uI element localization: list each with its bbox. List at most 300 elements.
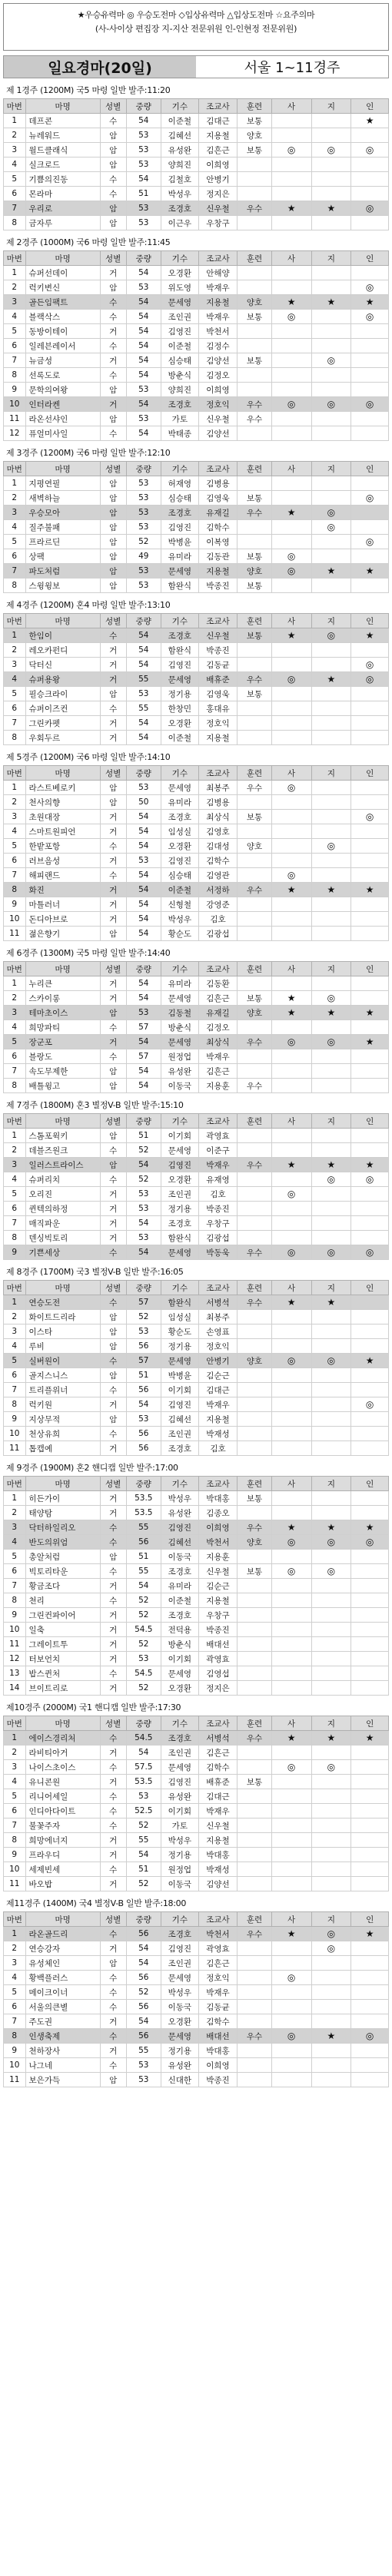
horse-name-cell: 실버원이 <box>25 1354 100 1368</box>
table-cell: 이기회 <box>161 1129 199 1143</box>
table-cell: 우창구 <box>198 1608 238 1623</box>
table-cell <box>238 1397 271 1412</box>
table-cell: 이준구 <box>198 1143 238 1158</box>
prediction-cell <box>351 927 389 941</box>
column-header: 마명 <box>25 1114 100 1129</box>
prediction-cell: ◎ <box>351 280 389 295</box>
table-cell: 53 <box>126 579 161 593</box>
table-cell <box>238 1833 271 1848</box>
prediction-cell <box>351 1804 389 1818</box>
table-cell: 암 <box>100 506 126 520</box>
prediction-cell: ◎ <box>351 658 389 672</box>
prediction-cell <box>271 658 311 672</box>
column-header: 마명 <box>25 1912 100 1927</box>
prediction-cell <box>351 1848 389 1862</box>
table-cell: 김흔근 <box>198 1064 238 1079</box>
horse-name-cell: 희망에너지 <box>25 1833 100 1848</box>
table-row <box>4 535 389 549</box>
table-cell: 오경환 <box>161 1681 199 1696</box>
column-header: 중량 <box>126 1477 161 1491</box>
table-cell <box>238 1789 271 1804</box>
header-row <box>4 1716 389 1731</box>
table-cell: 박병윤 <box>161 535 199 549</box>
prediction-cell <box>351 1652 389 1666</box>
table-cell: 수 <box>100 1295 126 1310</box>
column-header: 기수 <box>161 1912 199 1927</box>
column-header: 사 <box>271 462 311 476</box>
prediction-cell <box>271 1216 311 1231</box>
table-cell: 6 <box>4 1049 26 1064</box>
table-cell: 김영진 <box>161 1775 199 1789</box>
column-header: 조교사 <box>198 1716 238 1731</box>
prediction-cell <box>271 266 311 280</box>
horse-name-cell: 스마트원피언 <box>25 824 100 839</box>
prediction-cell: ★ <box>311 1520 351 1535</box>
table-cell: 김병용 <box>198 795 238 810</box>
prediction-cell <box>311 1818 351 1833</box>
table-cell: 거 <box>100 1941 126 1956</box>
table-row <box>4 1818 389 1833</box>
table-cell: 김학수 <box>198 854 238 868</box>
table-cell: 거 <box>100 1848 126 1862</box>
table-cell: 거 <box>100 643 126 658</box>
table-cell: 보통 <box>238 1775 271 1789</box>
horse-name-cell: 퀸텍의하정 <box>25 1202 100 1216</box>
table-cell: 53 <box>126 781 161 795</box>
horse-name-cell: 데블즈원크 <box>25 1143 100 1158</box>
table-row <box>4 1804 389 1818</box>
prediction-cell <box>271 897 311 912</box>
table-cell: 3 <box>4 658 26 672</box>
table-cell: 문세영 <box>161 295 199 310</box>
column-header: 훈련 <box>238 1281 271 1295</box>
table-row <box>4 839 389 854</box>
table-cell: 수 <box>100 1862 126 1877</box>
table-cell: 오경환 <box>161 2014 199 2029</box>
table-cell: 암 <box>100 201 126 216</box>
prediction-cell <box>311 1020 351 1035</box>
table-cell: 57 <box>126 1295 161 1310</box>
table-row <box>4 353 389 368</box>
prediction-cell <box>311 781 351 795</box>
table-row <box>4 854 389 868</box>
prediction-cell <box>351 991 389 1006</box>
table-row <box>4 1187 389 1202</box>
prediction-cell <box>311 187 351 201</box>
table-cell: 수 <box>100 1760 126 1775</box>
table-cell: 54 <box>126 339 161 353</box>
table-row <box>4 927 389 941</box>
horse-name-cell: 천상유희 <box>25 1427 100 1441</box>
table-cell: 서정하 <box>198 883 238 897</box>
prediction-cell <box>351 1564 389 1579</box>
table-cell: 양호 <box>238 1535 271 1550</box>
table-cell: 10 <box>4 912 26 927</box>
table-cell: 거 <box>100 976 126 991</box>
table-row <box>4 2073 389 2087</box>
table-cell: 위도영 <box>161 280 199 295</box>
column-header: 사 <box>271 1716 311 1731</box>
table-row <box>4 2014 389 2029</box>
table-row <box>4 1441 389 1456</box>
legend-experts: (사-사이상 편집장 지-지산 전문위원 인-인현정 전문위원) <box>95 24 297 34</box>
table-cell: 52 <box>126 1310 161 1324</box>
horse-name-cell: 한임이 <box>25 628 100 643</box>
column-header: 마번 <box>4 962 26 976</box>
horse-name-cell: 메이크이너 <box>25 1985 100 2000</box>
table-cell <box>238 897 271 912</box>
prediction-cell: ◎ <box>311 506 351 520</box>
prediction-cell <box>311 716 351 731</box>
table-cell: 보통 <box>238 991 271 1006</box>
table-cell: 1 <box>4 266 26 280</box>
table-cell: 6 <box>4 1804 26 1818</box>
table-row <box>4 1593 389 1608</box>
table-cell: 53 <box>126 157 161 172</box>
table-cell: 김광섭 <box>198 1231 238 1245</box>
prediction-cell: ◎ <box>311 1035 351 1049</box>
table-row <box>4 1506 389 1520</box>
table-cell: 보통 <box>238 549 271 564</box>
table-cell: 김혜선 <box>161 1412 199 1427</box>
table-cell <box>238 1760 271 1775</box>
table-cell: 이동국 <box>161 1079 199 1093</box>
table-cell: 김철호 <box>161 172 199 187</box>
table-cell: 거 <box>100 810 126 824</box>
prediction-cell <box>311 1652 351 1666</box>
table-cell: 2 <box>4 1746 26 1760</box>
horse-name-cell: 톱캡예 <box>25 1441 100 1456</box>
column-header: 마번 <box>4 766 26 781</box>
table-row <box>4 658 389 672</box>
prediction-cell <box>351 854 389 868</box>
horse-name-cell: 세제빈세 <box>25 1862 100 1877</box>
table-cell: 암 <box>100 535 126 549</box>
prediction-cell: ◎ <box>311 1245 351 1260</box>
column-header: 마명 <box>25 99 100 114</box>
table-cell: 황순도 <box>161 1324 199 1339</box>
table-cell: 손영표 <box>198 1324 238 1339</box>
table-cell <box>238 1862 271 1877</box>
table-cell: 김동균 <box>198 658 238 672</box>
table-cell: 수 <box>100 426 126 441</box>
table-cell: 박병윤 <box>161 1368 199 1383</box>
table-cell: 박대홍 <box>198 1848 238 1862</box>
table-row <box>4 1985 389 2000</box>
prediction-cell <box>271 795 311 810</box>
prediction-cell <box>271 187 311 201</box>
table-cell: 51 <box>126 1368 161 1383</box>
table-cell: 암 <box>100 549 126 564</box>
table-row <box>4 781 389 795</box>
prediction-cell <box>271 1550 311 1564</box>
prediction-cell: ★ <box>311 2029 351 2044</box>
header-row <box>4 962 389 976</box>
prediction-cell: ◎ <box>351 1172 389 1187</box>
column-header: 훈련 <box>238 99 271 114</box>
table-cell: 양호 <box>238 839 271 854</box>
horse-name-cell: 우회두르 <box>25 731 100 745</box>
table-cell: 심승태 <box>161 868 199 883</box>
table-cell: 거 <box>100 1637 126 1652</box>
table-cell: 정호익 <box>198 397 238 412</box>
table-cell: 문세영 <box>161 1035 199 1049</box>
table-cell: 김양선 <box>198 1877 238 1891</box>
prediction-cell: ★ <box>351 1354 389 1368</box>
header-row <box>4 766 389 781</box>
table-cell: 51 <box>126 1129 161 1143</box>
table-cell: 곽영효 <box>198 1129 238 1143</box>
table-row <box>4 1789 389 1804</box>
table-cell <box>238 1593 271 1608</box>
table-row <box>4 1216 389 1231</box>
prediction-cell <box>311 1324 351 1339</box>
prediction-cell: ★ <box>311 1731 351 1746</box>
column-header: 조교사 <box>198 1114 238 1129</box>
prediction-cell <box>311 280 351 295</box>
prediction-cell <box>311 2073 351 2087</box>
prediction-cell <box>351 1187 389 1202</box>
prediction-cell <box>351 976 389 991</box>
prediction-cell <box>271 1202 311 1216</box>
table-cell: 8 <box>4 216 26 230</box>
table-cell: 2 <box>4 491 26 506</box>
prediction-cell <box>351 520 389 535</box>
table-cell: 문세영 <box>161 781 199 795</box>
prediction-cell <box>351 839 389 854</box>
prediction-cell: ★ <box>271 991 311 1006</box>
prediction-cell <box>351 1985 389 2000</box>
table-cell: 55 <box>126 701 161 716</box>
table-cell <box>238 1383 271 1397</box>
table-cell <box>238 1652 271 1666</box>
table-cell: 양호 <box>238 295 271 310</box>
table-cell: 거 <box>100 897 126 912</box>
horse-name-cell: 덴싱빅토리 <box>25 1231 100 1245</box>
prediction-cell <box>311 549 351 564</box>
table-cell: 유성완 <box>161 2058 199 2073</box>
table-cell: 유재길 <box>198 506 238 520</box>
table-cell: 6 <box>4 549 26 564</box>
prediction-cell <box>351 1637 389 1652</box>
table-cell: 이기회 <box>161 1652 199 1666</box>
prediction-cell <box>351 157 389 172</box>
table-cell: 수 <box>100 1593 126 1608</box>
table-row <box>4 628 389 643</box>
prediction-cell <box>271 1862 311 1877</box>
table-cell: 유재길 <box>198 1006 238 1020</box>
column-header: 지 <box>311 1716 351 1731</box>
column-header: 성별 <box>100 1912 126 1927</box>
prediction-cell <box>311 1187 351 1202</box>
table-cell: 수 <box>100 1731 126 1746</box>
prediction-cell <box>351 1877 389 1891</box>
table-row <box>4 564 389 579</box>
table-row <box>4 991 389 1006</box>
table-cell: 지용훈 <box>198 1079 238 1093</box>
table-cell: 거 <box>100 1681 126 1696</box>
column-header: 조교사 <box>198 1477 238 1491</box>
horse-name-cell: 월드클래식 <box>25 143 100 157</box>
prediction-cell <box>271 2058 311 2073</box>
horse-name-cell: 러브음성 <box>25 854 100 868</box>
prediction-cell <box>311 731 351 745</box>
prediction-cell <box>311 795 351 810</box>
prediction-cell <box>271 687 311 701</box>
table-cell: 김영욱 <box>198 491 238 506</box>
table-cell: 보통 <box>238 579 271 593</box>
table-cell: 양호 <box>238 128 271 143</box>
table-cell: 조경호 <box>161 506 199 520</box>
column-header: 지 <box>311 766 351 781</box>
table-cell <box>238 2073 271 2087</box>
table-cell: 강영준 <box>198 897 238 912</box>
table-cell <box>238 701 271 716</box>
table-cell: 거 <box>100 1623 126 1637</box>
table-cell <box>238 1985 271 2000</box>
table-cell <box>238 383 271 397</box>
column-header: 인 <box>351 766 389 781</box>
table-cell: 53.5 <box>126 1506 161 1520</box>
horse-name-cell: 닥터신 <box>25 658 100 672</box>
prediction-cell: ◎ <box>271 1971 311 1985</box>
table-cell: 53 <box>126 1187 161 1202</box>
table-cell: 우수 <box>238 397 271 412</box>
table-cell: 조인권 <box>161 310 199 324</box>
table-cell: 김대근 <box>198 1789 238 1804</box>
legend-symbols: ★우승유력마 ◎ 우승도전마 ◇입상유력마 △입상도전마 ☆요주의마 <box>77 10 315 20</box>
table-cell: 조경호 <box>161 1441 199 1456</box>
prediction-cell <box>351 1579 389 1593</box>
table-cell: 정호익 <box>198 716 238 731</box>
prediction-cell <box>271 810 311 824</box>
table-cell: 문세영 <box>161 1760 199 1775</box>
table-cell: 최상식 <box>198 1035 238 1049</box>
table-cell: 수 <box>100 839 126 854</box>
table-cell: 이동국 <box>161 2000 199 2014</box>
table-row <box>4 280 389 295</box>
horse-name-cell: 질주불패 <box>25 520 100 535</box>
prediction-cell: ◎ <box>351 397 389 412</box>
table-cell: 53 <box>126 1412 161 1427</box>
table-cell: 8 <box>4 1833 26 1848</box>
table-row <box>4 1608 389 1623</box>
prediction-cell <box>311 1441 351 1456</box>
table-cell: 정지은 <box>198 187 238 201</box>
prediction-cell: ◎ <box>311 628 351 643</box>
table-cell: 수 <box>100 1049 126 1064</box>
horse-name-cell: 화진 <box>25 883 100 897</box>
prediction-cell <box>311 912 351 927</box>
table-row <box>4 643 389 658</box>
prediction-cell <box>271 353 311 368</box>
horse-name-cell: 지상무적 <box>25 1412 100 1427</box>
horse-name-cell: 파도처럼 <box>25 564 100 579</box>
table-cell: 54 <box>126 1397 161 1412</box>
table-cell: 우수 <box>238 672 271 687</box>
prediction-cell <box>311 324 351 339</box>
horse-name-cell: 그린카펫 <box>25 716 100 731</box>
table-row <box>4 1295 389 1310</box>
prediction-cell <box>311 1427 351 1441</box>
prediction-cell <box>311 383 351 397</box>
race-header: 제 5경주 (1200M) 국6 마령 일반 발주:14:10 <box>6 752 171 762</box>
table-cell: 문세영 <box>161 672 199 687</box>
race-header: 제 4경주 (1200M) 혼4 마령 일반 발주:13:10 <box>6 600 171 610</box>
table-cell: 우수 <box>238 1927 271 1941</box>
table-cell: 9 <box>4 1245 26 1260</box>
table-cell <box>238 1506 271 1520</box>
table-cell: 2 <box>4 280 26 295</box>
table-cell <box>238 824 271 839</box>
prediction-cell <box>311 310 351 324</box>
prediction-cell <box>271 1804 311 1818</box>
prediction-cell <box>351 1216 389 1231</box>
table-cell: 53 <box>126 1789 161 1804</box>
table-cell: 52 <box>126 1172 161 1187</box>
column-header: 지 <box>311 1281 351 1295</box>
table-cell: 54 <box>126 266 161 280</box>
prediction-cell <box>351 1941 389 1956</box>
table-cell: 보통 <box>238 810 271 824</box>
prediction-cell: ★ <box>271 1006 311 1020</box>
table-cell: 정기용 <box>161 1848 199 1862</box>
table-cell <box>238 1681 271 1696</box>
prediction-cell <box>311 1623 351 1637</box>
table-cell: 54 <box>126 824 161 839</box>
prediction-cell: ◎ <box>351 810 389 824</box>
table-cell: 암 <box>100 1339 126 1354</box>
table-cell: 55 <box>126 1520 161 1535</box>
prediction-cell <box>351 716 389 731</box>
table-cell: 조경호 <box>161 1608 199 1623</box>
prediction-cell <box>271 1833 311 1848</box>
table-cell: 이동국 <box>161 1550 199 1564</box>
horse-name-cell: 인생축제 <box>25 2029 100 2044</box>
race-section <box>3 1460 389 1696</box>
prediction-cell: ★ <box>351 1035 389 1049</box>
table-cell: 보통 <box>238 310 271 324</box>
table-cell <box>238 535 271 549</box>
prediction-cell <box>271 1231 311 1245</box>
table-row <box>4 266 389 280</box>
prediction-cell <box>311 1049 351 1064</box>
prediction-cell: ◎ <box>271 1187 311 1202</box>
horse-name-cell: 브이트리로 <box>25 1681 100 1696</box>
horse-name-cell: 나이스초이스 <box>25 1760 100 1775</box>
table-row <box>4 1324 389 1339</box>
table-cell: 거 <box>100 1441 126 1456</box>
prediction-cell <box>351 781 389 795</box>
column-header: 기수 <box>161 462 199 476</box>
horse-name-cell: 젊은향기 <box>25 927 100 941</box>
table-cell: 수 <box>100 2000 126 2014</box>
table-cell: 거 <box>100 2014 126 2029</box>
prediction-cell <box>311 535 351 549</box>
table-cell: 7 <box>4 716 26 731</box>
table-cell: 거 <box>100 353 126 368</box>
table-row <box>4 1491 389 1506</box>
prediction-cell: ◎ <box>351 201 389 216</box>
table-cell: 양호 <box>238 564 271 579</box>
table-cell: 54 <box>126 839 161 854</box>
table-cell: 6 <box>4 701 26 716</box>
table-cell <box>238 520 271 535</box>
table-cell: 최봉주 <box>198 1310 238 1324</box>
table-cell: 신우철 <box>198 201 238 216</box>
table-cell: 조경호 <box>161 810 199 824</box>
prediction-cell <box>351 1427 389 1441</box>
